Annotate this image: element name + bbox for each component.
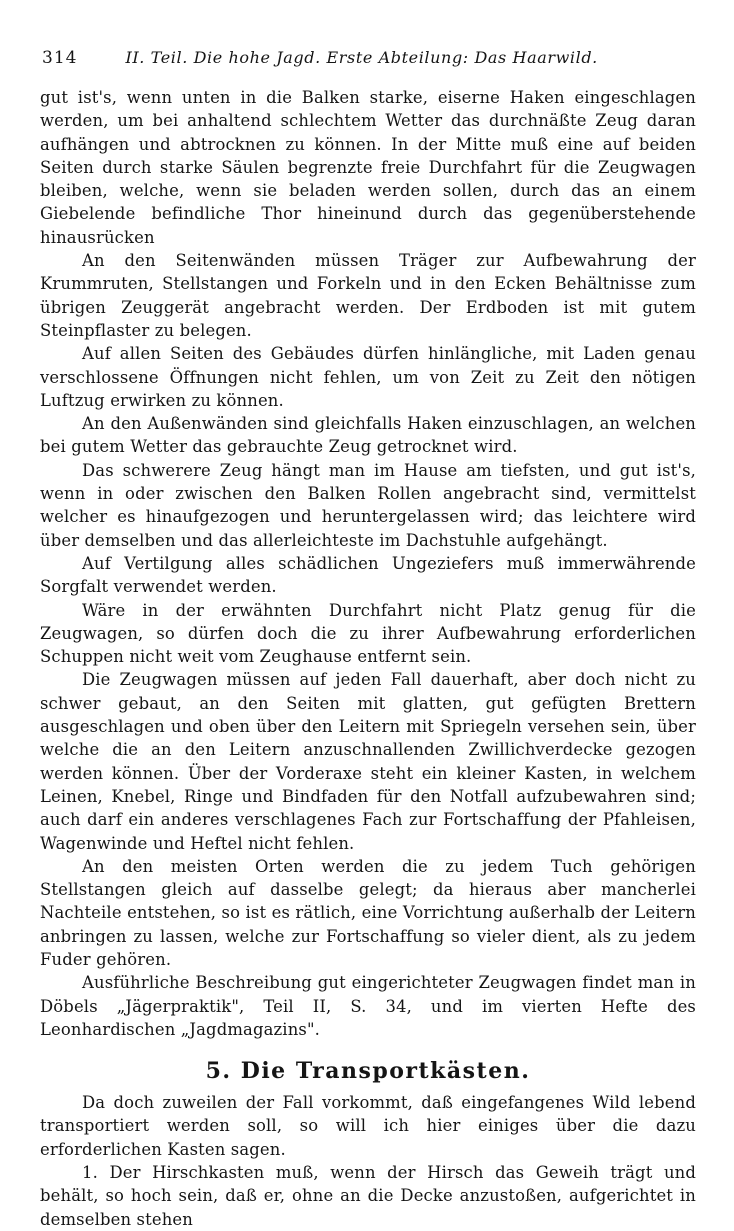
paragraph: Das schwerere Zeug hängt man im Hause am tiefsten, und gut ist's, wenn in oder zwischen den Balken Rollen angebracht sind, vermittelst welcher es hinaufgezogen und heruntergelassen wird; das leichtere wird über demselben und das allerleichteste im Dachstuhle aufgehängt. (40, 460, 696, 550)
paragraph: Da doch zuweilen der Fall vorkommt, daß eingefangenes Wild lebend transportiert werden soll, so will ich hier einiges über die dazu erforderlichen Kasten sagen. (40, 1093, 696, 1159)
body-text (40, 86, 696, 1231)
page-header (40, 48, 696, 68)
paragraph: An den meisten Orten werden die zu jedem Tuch gehörigen Stellstangen gleich auf dasselbe gelegt; da hieraus aber mancherlei Nachteile entstehen, so ist es rätlich, eine Vorrichtung außerhalb der Leitern anbringen zu lassen, welche zur Fortschaffung so vieler dient, als zu jedem Fuder gehören. (40, 856, 696, 969)
paragraph: 1. Der Hirschkasten muß, wenn der Hirsch das Geweih trägt und behält, so hoch sein, daß er, ohne an die Decke anzustoßen, aufgerichtet in demselben stehen (40, 1163, 696, 1229)
paragraph: Wäre in der erwähnten Durchfahrt nicht Platz genug für die Zeugwagen, so dürfen doch die zu ihrer Aufbewahrung erforderlichen Schuppen nicht weit vom Zeughause entfernt sein. (40, 600, 696, 667)
paragraph: Auf Vertilgung alles schädlichen Ungeziefers muß immerwährende Sorgfalt verwendet werden. (40, 553, 696, 597)
paragraph: Die Zeugwagen müssen auf jeden Fall dauerhaft, aber doch nicht zu schwer gebaut, an den Seiten mit glatten, gut gefügten Brettern ausgeschlagen und oben über den Leitern mit Spriegeln versehen sein, über welche die an den Leitern anzuschnallenden Zwillichverdecke gezogen werden können. Über der Vorderaxe steht ein kleiner Kasten, in welchem Leinen, Knebel, Ringe und Bindfaden für den Notfall aufzubewahren sind; auch darf ein anderes verschlagenes Fach zur Fortschaffung der Pfahleisen, Wagenwinde und Heftel nicht fehlen. (40, 670, 696, 853)
running-head: II. Teil. Die hohe Jagd. Erste Abteilung: Das Haarwild. (125, 48, 598, 67)
paragraph: Ausführliche Beschreibung gut eingerichteter Zeugwagen findet man in Döbels „Jägerpraktik", Teil II, S. 34, und im vierten Hefte des Leonhardischen „Jagdmagazins". (40, 973, 696, 1039)
paragraph: gut ist's, wenn unten in die Balken starke, eiserne Haken eingeschlagen werden, um bei anhaltend schlechtem Wetter das durchnäßte Zeug daran aufhängen und abtrocknen zu können. In der Mitte muß eine auf beiden Seiten durch starke Säulen begrenzte freie Durchfahrt für die Zeugwagen bleiben, welche, wenn sie beladen werden sollen, durch das an einem Giebelende befindliche Thor hineinund durch das gegenüberstehende hinausrücken (40, 88, 696, 247)
section-title: 5. Die Transportkästen. (205, 1058, 531, 1085)
page-number: 314 (42, 48, 78, 68)
paragraph: An den Seitenwänden müssen Träger zur Aufbewahrung der Krummruten, Stellstangen und Forkeln und in den Ecken Behältnisse zum übrigen Zeuggerät angebracht werden. Der Erdboden ist mit gutem Steinpflaster zu belegen. (40, 251, 696, 340)
paragraph: Auf allen Seiten des Gebäudes dürfen hinlängliche, mit Laden genau verschlossene Öffnungen nicht fehlen, um von Zeit zu Zeit den nötigen Luftzug erwirken zu können. (40, 344, 696, 410)
paragraph: An den Außenwänden sind gleichfalls Haken einzuschlagen, an welchen bei gutem Wetter das gebrauchte Zeug getrocknet wird. (40, 414, 696, 457)
